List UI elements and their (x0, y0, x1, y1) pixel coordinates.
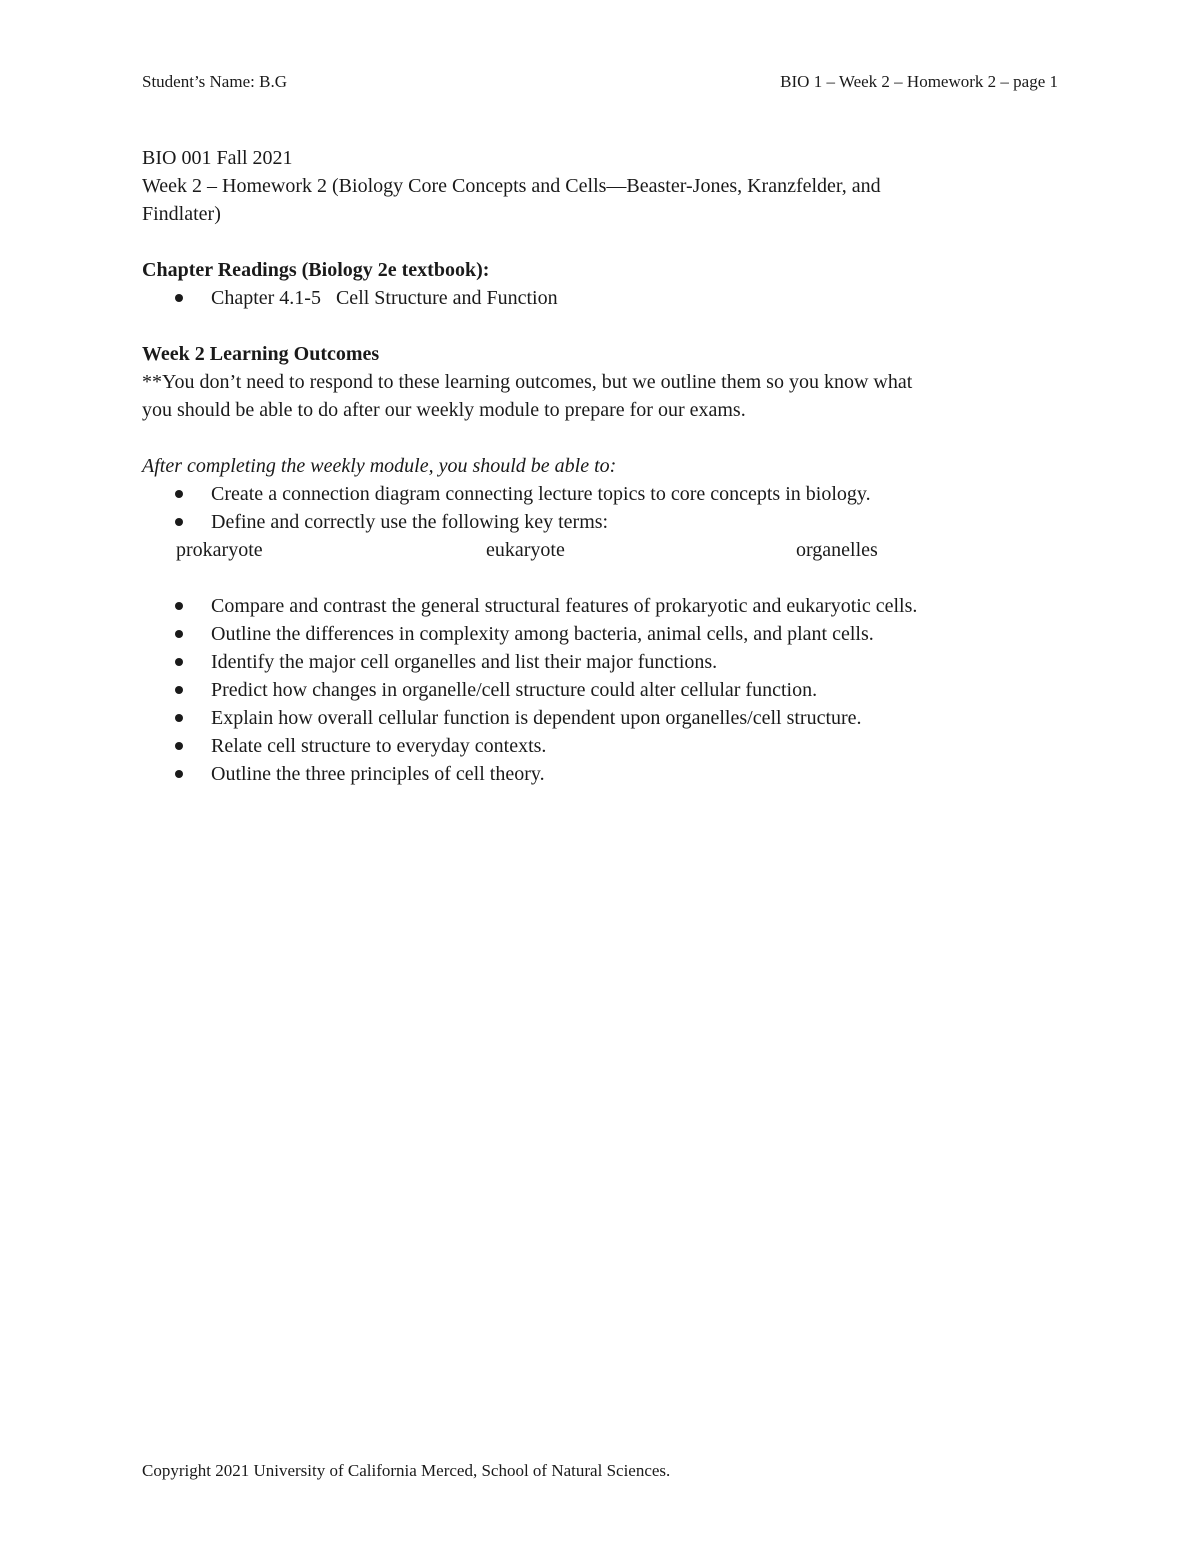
outcome-text: Define and correctly use the following key terms: (211, 511, 609, 533)
readings-heading: Chapter Readings (Biology 2e textbook): (142, 259, 490, 281)
bullet-icon (175, 518, 183, 526)
list-item (172, 648, 1062, 676)
bullet-icon (175, 602, 183, 610)
header-student-name: Student’s Name: B.G (142, 72, 287, 91)
outcome-text: Create a connection diagram connecting lecture topics to core concepts in biology. (211, 483, 871, 505)
reading-item-text: Chapter 4.1-5 Cell Structure and Function (211, 287, 558, 309)
outcomes-heading: Week 2 Learning Outcomes (142, 343, 380, 365)
list-item (172, 480, 1062, 508)
key-term: prokaryote (176, 539, 263, 561)
outcome-text: Compare and contrast the general structural features of prokaryotic and eukaryotic cells. (211, 595, 918, 617)
outcome-text: Relate cell structure to everyday contexts. (211, 735, 547, 757)
list-item (172, 732, 1062, 760)
outcomes-note-line1: **You don’t need to respond to these learning outcomes, but we outline them so you know what (142, 371, 913, 393)
outcome-text: Predict how changes in organelle/cell structure could alter cellular function. (211, 679, 818, 701)
bullet-icon (175, 714, 183, 722)
homework-title-line2: Findlater) (142, 203, 221, 225)
list-item (172, 704, 1062, 732)
bullet-icon (175, 742, 183, 750)
outcome-text: Identify the major cell organelles and list their major functions. (211, 651, 718, 673)
list-item (172, 676, 1062, 704)
readings-list (142, 284, 1062, 312)
header-page-info: BIO 1 – Week 2 – Homework 2 – page 1 (780, 72, 1058, 91)
footer-copyright: Copyright 2021 University of California Merced, School of Natural Sciences. (142, 1461, 671, 1480)
key-term: eukaryote (486, 539, 565, 561)
bullet-icon (175, 630, 183, 638)
course-title: BIO 001 Fall 2021 (142, 147, 293, 169)
outcomes-intro: After completing the weekly module, you should be able to: (142, 455, 617, 477)
document-body (142, 144, 1062, 788)
list-item (172, 620, 1062, 648)
outcomes-note-line2: you should be able to do after our weekly module to prepare for our exams. (142, 399, 746, 421)
list-item (172, 284, 1062, 312)
key-terms-row (142, 536, 1062, 564)
outcome-text: Outline the differences in complexity among bacteria, animal cells, and plant cells. (211, 623, 874, 645)
outcomes-list-a (142, 480, 1062, 536)
bullet-icon (175, 686, 183, 694)
list-item (172, 592, 1062, 620)
list-item (172, 508, 1062, 536)
bullet-icon (175, 658, 183, 666)
bullet-icon (175, 770, 183, 778)
bullet-icon (175, 294, 183, 302)
homework-title-line1: Week 2 – Homework 2 (Biology Core Concepts and Cells—Beaster-Jones, Kranzfelder, and (142, 175, 881, 197)
list-item (172, 760, 1062, 788)
bullet-icon (175, 490, 183, 498)
key-term: organelles (796, 539, 878, 561)
outcome-text: Outline the three principles of cell theory. (211, 763, 545, 785)
outcome-text: Explain how overall cellular function is dependent upon organelles/cell structure. (211, 707, 862, 729)
outcomes-list-b (142, 592, 1062, 788)
